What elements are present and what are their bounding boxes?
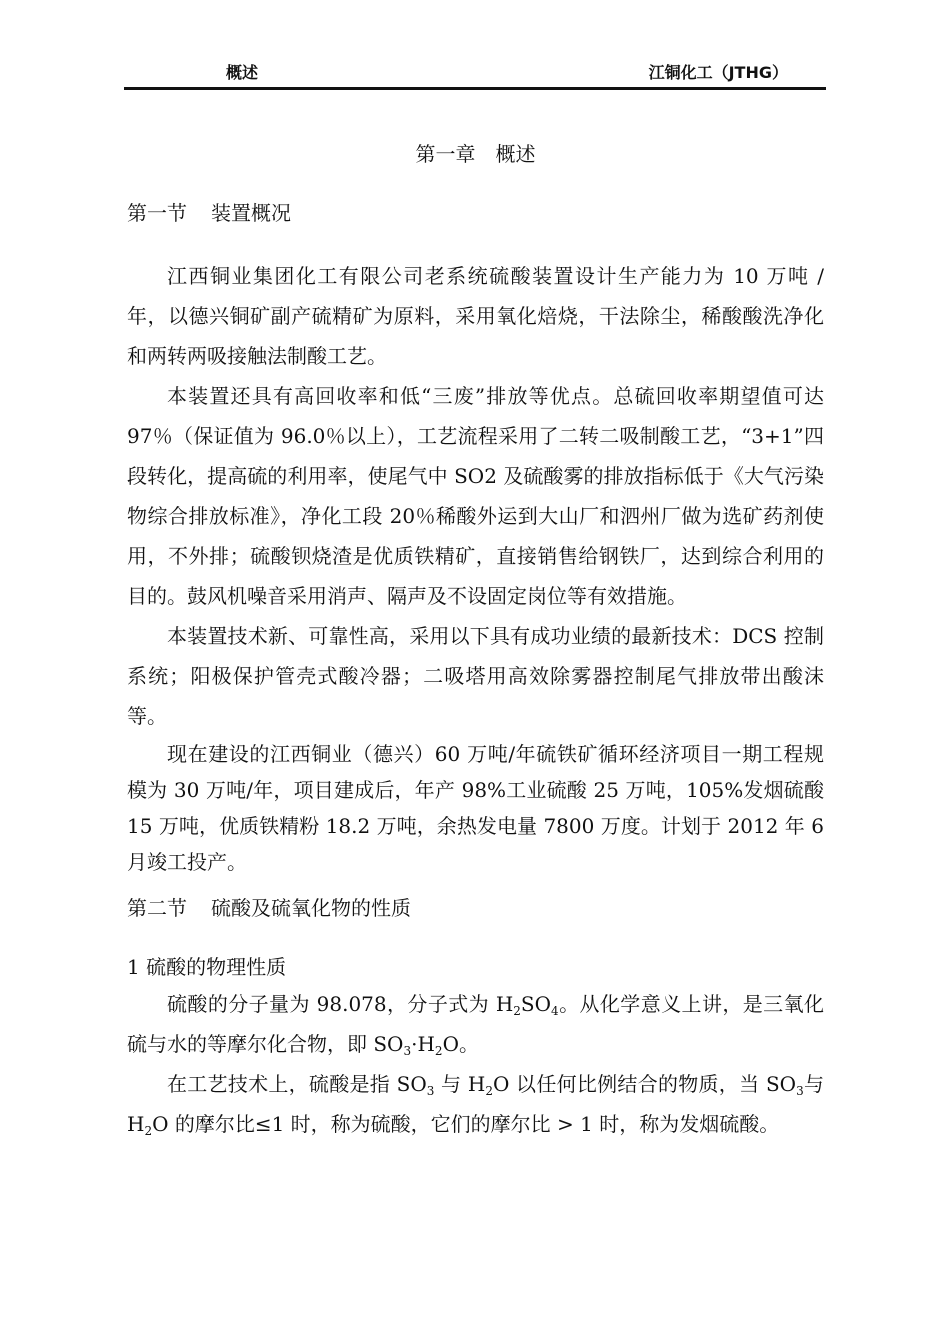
document-body [127, 138, 824, 1144]
section-title: 装置概况 [211, 201, 291, 225]
paragraph: 本装置技术新、可靠性高，采用以下具有成功业绩的最新技术：DCS 控制系统；阳极保护管壳式酸冷器；二吸塔用高效除雾器控制尾气排放带出酸沫等。 [127, 624, 824, 728]
header-divider [124, 87, 826, 90]
section-label: 第一节 [127, 201, 187, 225]
section-label: 第二节 [127, 896, 187, 920]
section-heading-2 [127, 892, 824, 921]
paragraph: 江西铜业集团化工有限公司老系统硫酸装置设计生产能力为 10 万吨 / 年，以德兴铜矿副产硫精矿为原料，采用氧化焙烧，干法除尘，稀酸酸洗净化和两转两吸接触法制酸工艺。 [127, 264, 824, 368]
section-title: 硫酸及硫氧化物的性质 [211, 896, 411, 920]
chapter-title: 第一章 概述 [415, 142, 536, 166]
paragraph: 现在建设的江西铜业（德兴）60 万吨/年硫铁矿循环经济项目一期工程规模为 30 万吨/年，项目建成后，年产 98%工业硫酸 25 万吨，105%发烟硫酸 15 万吨，优质铁精粉 18.2 万吨，余热发电量 7800 万度。计划于 2012 年 6 月竣工投产。 [127, 742, 824, 874]
paragraph: 在工艺技术上，硫酸是指 $SO_3$ 与 $H_2O$ 以任何比例结合的物质，当 $SO_3$与 $H_2O$ 的摩尔比≤1 时，称为硫酸，它们的摩尔比 > 1 时，称为发烟硫酸。 [127, 1072, 824, 1138]
header-left-title: 概述 [226, 63, 259, 82]
section-heading-1 [127, 197, 824, 226]
header-right-title: 江铜化工（JTHG） [648, 63, 788, 82]
subsection-title: 1 硫酸的物理性质 [127, 955, 287, 979]
paragraph: 本装置还具有高回收率和低“三废”排放等优点。总硫回收率期望值可达 97％（保证值为 96.0％以上），工艺流程采用了二转二吸制酸工艺，“3+1”四段转化，提高硫的利用率，使尾气中 SO2 及硫酸雾的排放指标低于《大气污染物综合排放标准》，净化工段 20％稀酸外运到大山厂和泗州厂做为选矿药剂使用，不外排；硫酸钡烧渣是优质铁精矿，直接销售给钢铁厂，达到综合利用的目的。鼓风机噪音采用消声、隔声及不设固定岗位等有效措施。 [127, 384, 824, 608]
paragraph: 硫酸的分子量为 98.078，分子式为 $H_2SO_4$。从化学意义上讲，是三氧化硫与水的等摩尔化合物，即 $SO_3\cdot H_2O$。 [127, 992, 824, 1058]
